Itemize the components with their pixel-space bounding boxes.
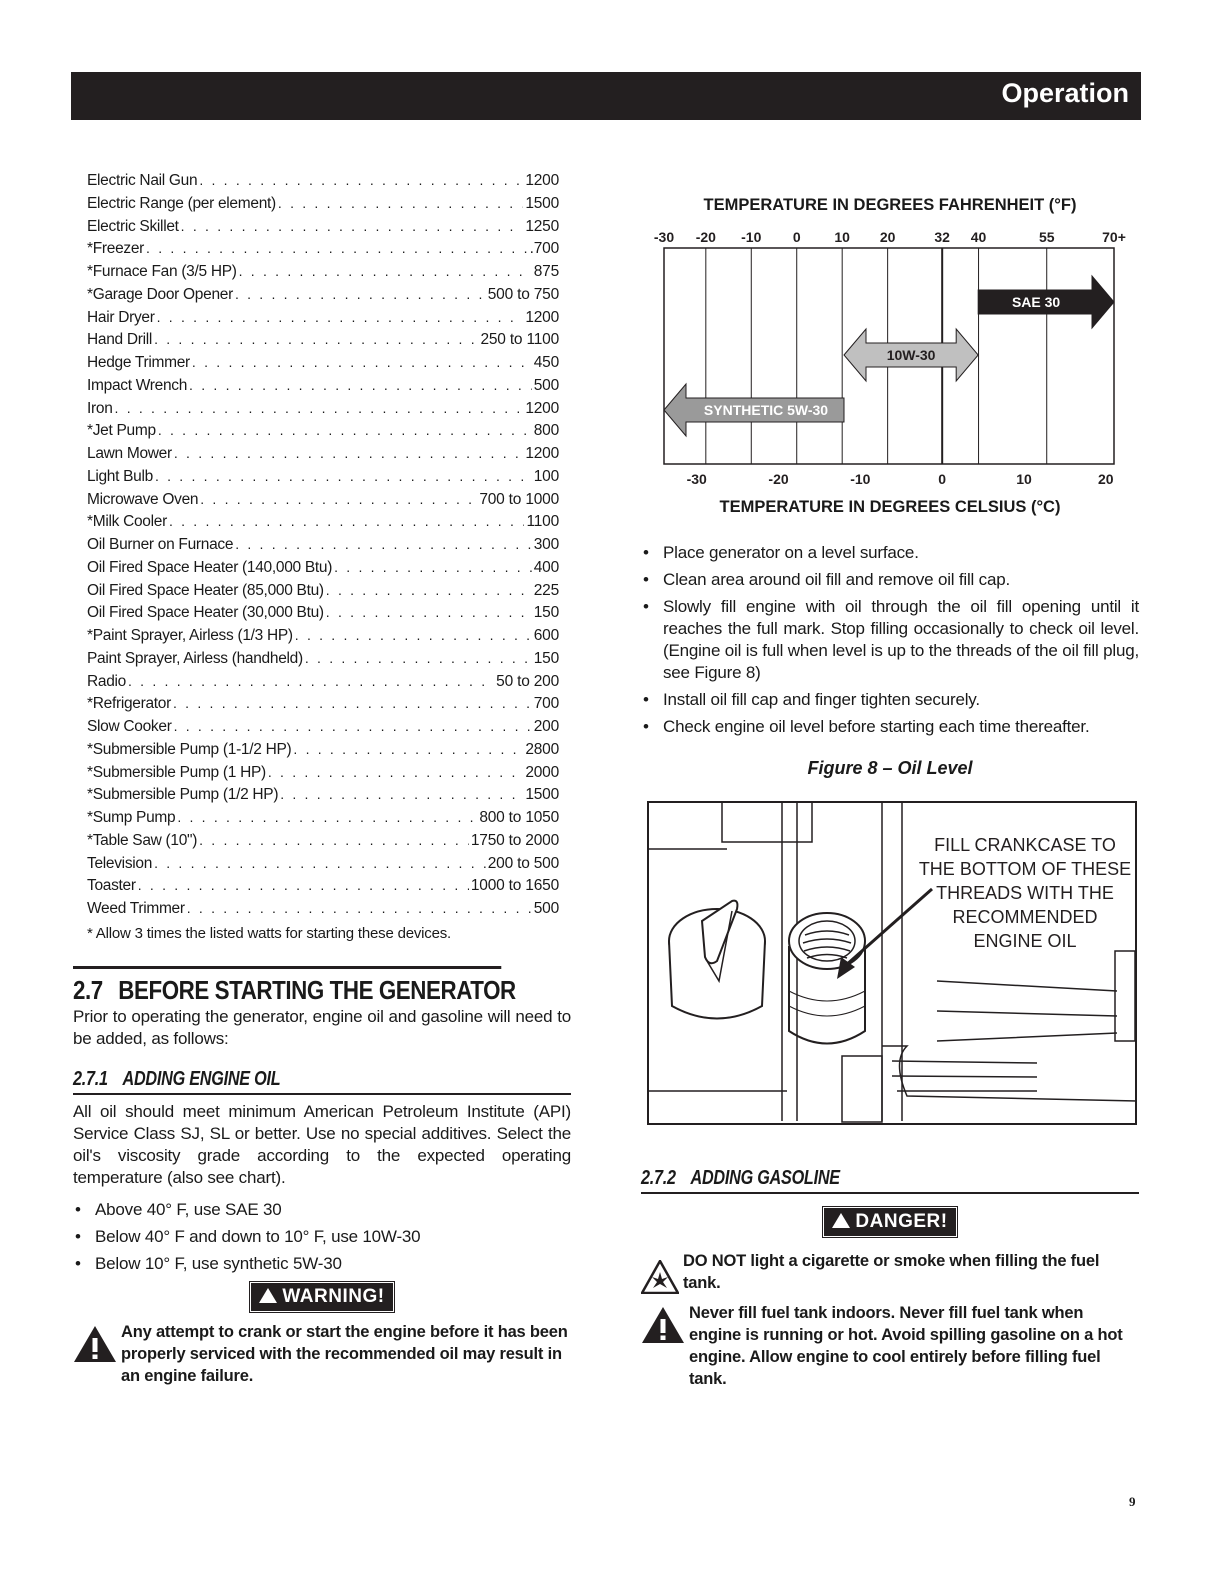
wattage-row (87, 172, 559, 195)
wattage-row (87, 468, 559, 491)
subsection-heading-2-7-1 (73, 1068, 571, 1095)
wattage-row (87, 331, 559, 354)
wattage-footnote: * Allow 3 times the listed watts for starting these devices. (87, 924, 452, 942)
appliance-name: Oil Burner on Furnace (87, 536, 234, 553)
danger-message-indoors (641, 1302, 1139, 1390)
oil-steps-list (641, 542, 1139, 738)
appliance-name: *Jet Pump (87, 422, 156, 440)
fahrenheit-tick-label: 32 (934, 229, 950, 245)
appliance-watts: 200 to 500 (487, 854, 559, 872)
wattage-row (87, 422, 559, 445)
appliance-watts: 400 (533, 558, 559, 576)
list-item: • Clean area around oil fill and remove oil fill cap. (663, 569, 1139, 591)
appliance-watts: 1250 (525, 217, 559, 235)
subsection-number: 2.7.2 (641, 1167, 676, 1189)
appliance-watts: 1200 (525, 445, 559, 462)
section-number: 2.7 (73, 974, 103, 1005)
appliance-name: *Refrigerator (87, 695, 171, 713)
appliance-watts: 1000 to 1650 (470, 877, 559, 895)
appliance-watts: 700 (533, 695, 559, 713)
appliance-watts: 500 (533, 900, 559, 917)
wattage-row (87, 513, 559, 536)
oil-level-figure (647, 801, 1137, 1127)
figure-callout-line: FILL CRANKCASE TO (934, 835, 1116, 855)
wattage-row (87, 673, 559, 696)
appliance-watts: 300 (533, 536, 559, 553)
appliance-watts: 600 (533, 627, 559, 644)
wattage-row (87, 559, 559, 582)
appliance-name: Oil Fired Space Heater (85,000 Btu) (87, 581, 324, 599)
figure-callout-line: ENGINE OIL (973, 931, 1077, 951)
section-heading-2-7 (73, 966, 516, 1006)
dot-leader (146, 240, 528, 256)
dot-leader (174, 445, 523, 461)
wattage-row (87, 309, 559, 332)
dot-leader (158, 422, 532, 438)
wattage-row (87, 582, 559, 605)
header-bar (71, 72, 1141, 120)
range-arrow-label: 10W-30 (886, 347, 936, 363)
danger-triangle-icon (832, 1213, 850, 1228)
list-item: • Check engine oil level before starting each time thereafter. (663, 716, 1139, 738)
celsius-tick-label: 10 (1016, 471, 1032, 487)
appliance-watts: 100 (533, 467, 559, 485)
appliance-name: *Sump Pump (87, 809, 176, 826)
appliance-name: Lawn Mower (87, 445, 172, 462)
wattage-row (87, 650, 559, 673)
wattage-row (87, 491, 559, 514)
wattage-row (87, 240, 559, 263)
appliance-name: *Furnace Fan (3/5 HP) (87, 263, 237, 280)
chart-title: TEMPERATURE IN DEGREES FAHRENHEIT (°F) (703, 196, 1077, 214)
dot-leader (154, 331, 478, 347)
appliance-watts: 50 to 200 (496, 672, 559, 690)
celsius-tick-label: 20 (1098, 471, 1114, 487)
figure-callout-line: THE BOTTOM OF THESE (918, 859, 1132, 879)
oil-spec-paragraph: All oil should meet minimum American Petroleum Institute (API) Service Class SJ, SL or better. Use no special additives. Select the oil's viscosity grade according to the expected operating temperature (also see chart). (73, 1101, 571, 1187)
dot-leader (199, 172, 523, 188)
figure-callout-line: RECOMMENDED (952, 907, 1098, 927)
appliance-watts: 250 to 1100 (480, 331, 559, 349)
appliance-watts: 2000 (525, 763, 559, 781)
list-item: • Below 10° F, use synthetic 5W-30 (95, 1253, 571, 1275)
appliance-name: Hedge Trimmer (87, 354, 190, 371)
subsection-title: ADDING ENGINE OIL (122, 1067, 281, 1090)
wattage-row (87, 263, 559, 286)
wattage-row (87, 627, 559, 650)
list-item: • Install oil fill cap and finger tighten securely. (663, 689, 1139, 711)
appliance-name: Electric Skillet (87, 217, 179, 235)
celsius-tick-label: -10 (850, 471, 871, 487)
viscosity-list (73, 1199, 571, 1275)
danger-message-smoking (641, 1250, 1139, 1294)
appliance-name: Hair Dryer (87, 308, 155, 326)
appliance-watts: 150 (533, 604, 559, 622)
exclamation-triangle-icon (641, 1306, 685, 1344)
appliance-watts: 450 (533, 354, 559, 371)
appliance-watts: 1200 (525, 399, 559, 417)
appliance-watts: 700 to 1000 (479, 490, 559, 508)
list-item: • Slowly fill engine with oil through the oil fill opening until it reaches the full mark. Stop filling occasionally to check oil level. (Engine oil is full when level is up to the threads of the oil fill plug, see Figure 8) (663, 596, 1139, 684)
dot-leader (305, 650, 532, 666)
list-item: • Below 40° F and down to 10° F, use 10W-30 (95, 1226, 571, 1248)
appliance-name: Oil Fired Space Heater (30,000 Btu) (87, 604, 324, 622)
wattage-row (87, 900, 559, 923)
dot-leader (293, 741, 523, 757)
fahrenheit-tick-label: 70+ (1102, 229, 1126, 245)
dot-leader (173, 695, 532, 711)
wattage-row (87, 764, 559, 787)
dot-leader (326, 582, 532, 598)
dot-leader (155, 468, 532, 484)
wattage-row (87, 877, 559, 900)
fahrenheit-tick-label: 10 (834, 229, 850, 245)
danger-badge: DANGER! (824, 1208, 955, 1236)
fahrenheit-tick-label: 55 (1038, 229, 1055, 245)
figure-callout-line: THREADS WITH THE (936, 883, 1114, 903)
viscosity-chart (641, 190, 1139, 528)
dot-leader (169, 513, 525, 529)
appliance-watts: 800 (533, 422, 559, 440)
dot-leader (128, 673, 494, 689)
wattage-row (87, 354, 559, 377)
appliance-name: *Paint Sprayer, Airless (1/3 HP) (87, 627, 293, 644)
warning-badge: WARNING! (251, 1283, 392, 1311)
appliance-name: Oil Fired Space Heater (140,000 Btu) (87, 558, 333, 576)
appliance-name: *Submersible Pump (1/2 HP) (87, 786, 279, 804)
appliance-name: Impact Wrench (87, 376, 188, 394)
wattage-row (87, 741, 559, 764)
appliance-watts: 500 (533, 376, 559, 394)
appliance-watts: 800 to 1050 (479, 809, 559, 826)
appliance-name: *Submersible Pump (1 HP) (87, 763, 266, 781)
dot-leader (235, 536, 532, 552)
appliance-watts: 1100 (526, 513, 559, 531)
appliance-watts: 500 to 750 (487, 285, 559, 303)
wattage-row (87, 377, 559, 400)
dot-leader (115, 400, 524, 416)
dot-leader (154, 855, 486, 871)
celsius-tick-label: -30 (686, 471, 707, 487)
wattage-row (87, 718, 559, 741)
dot-leader (280, 786, 523, 802)
appliance-watts: 200 (533, 718, 559, 735)
dot-leader (199, 832, 469, 848)
appliance-name: Slow Cooker (87, 718, 172, 735)
appliance-name: Microwave Oven (87, 490, 199, 508)
section-title: Operation (1001, 78, 1129, 108)
dot-leader (295, 627, 532, 643)
wattage-row (87, 286, 559, 309)
dot-leader (189, 377, 532, 393)
appliance-name: *Submersible Pump (1-1/2 HP) (87, 740, 292, 758)
appliance-watts: 1500 (525, 786, 559, 804)
wattage-row (87, 695, 559, 718)
wattage-row (87, 400, 559, 423)
section-title-text: BEFORE STARTING THE GENERATOR (118, 974, 516, 1005)
wattage-row (87, 809, 559, 832)
appliance-name: Television (87, 854, 153, 872)
fahrenheit-tick-label: 20 (879, 229, 896, 245)
appliance-watts: 1200 (525, 172, 559, 189)
celsius-tick-label: 0 (938, 471, 947, 487)
subsection-number: 2.7.1 (73, 1067, 108, 1090)
list-item: • Above 40° F, use SAE 30 (95, 1199, 571, 1221)
warning-triangle-icon (259, 1288, 277, 1303)
wattage-row (87, 195, 559, 218)
dot-leader (177, 809, 477, 825)
appliance-name: Weed Trimmer (87, 900, 185, 917)
dot-leader (157, 309, 524, 325)
dot-leader (278, 195, 523, 211)
appliance-name: Electric Nail Gun (87, 172, 198, 189)
appliance-watts: 1500 (525, 194, 559, 212)
appliance-watts: 1200 (525, 308, 559, 326)
wattage-row (87, 832, 559, 855)
appliance-watts: .700 (529, 240, 559, 258)
appliance-watts: 150 (533, 649, 559, 667)
appliance-name: *Garage Door Opener (87, 285, 233, 303)
wattage-row (87, 536, 559, 559)
wattage-row (87, 445, 559, 468)
fahrenheit-tick-label: 40 (970, 229, 987, 245)
dot-leader (235, 286, 486, 302)
dot-leader (268, 764, 523, 780)
range-arrow-label: SYNTHETIC 5W-30 (703, 402, 829, 418)
appliance-name: Toaster (87, 877, 136, 895)
appliance-watts: 225 (533, 581, 559, 599)
wattage-row (87, 855, 559, 878)
appliance-watts: 2800 (525, 740, 559, 758)
appliance-name: Radio (87, 672, 126, 690)
wattage-row (87, 218, 559, 241)
dot-leader (187, 900, 532, 916)
subsection-title: ADDING GASOLINE (690, 1167, 840, 1189)
fahrenheit-tick-label: -10 (741, 229, 762, 245)
explosion-hazard-icon (641, 1260, 679, 1294)
dot-leader (334, 559, 532, 575)
appliance-name: Hand Drill (87, 331, 153, 349)
appliance-watts: 875 (533, 263, 559, 280)
chart-plot (641, 220, 1139, 520)
wattage-list (87, 172, 559, 923)
danger-text-indoors: Never fill fuel tank indoors. Never fill fuel tank when engine is running or hot. Avoid spilling gasoline on a hot engine. Allow engine to cool entirely before filling fuel tank. (689, 1304, 1123, 1388)
figure-caption: Figure 8 – Oil Level (807, 758, 973, 778)
dot-leader (174, 718, 532, 734)
appliance-name: *Freezer (87, 240, 145, 258)
appliance-name: Iron (87, 399, 113, 417)
appliance-name: Light Bulb (87, 467, 153, 485)
fahrenheit-tick-label: -30 (653, 229, 675, 245)
chart-xlabel: TEMPERATURE IN DEGREES CELSIUS (°C) (719, 498, 1061, 516)
appliance-name: Electric Range (per element) (87, 194, 276, 212)
dot-leader (138, 877, 469, 893)
left-column (73, 172, 571, 1387)
appliance-name: *Table Saw (10") (87, 831, 198, 849)
range-arrow-label: SAE 30 (1011, 294, 1061, 310)
exclamation-triangle-icon (73, 1325, 117, 1363)
celsius-tick-label: -20 (768, 471, 789, 487)
dot-leader (326, 604, 532, 620)
fahrenheit-tick-label: -20 (695, 229, 716, 245)
dot-leader (181, 218, 524, 234)
appliance-name: *Milk Cooler (87, 513, 167, 531)
subsection-heading-2-7-2 (641, 1167, 1139, 1194)
dot-leader (200, 491, 477, 507)
danger-text-smoking: DO NOT light a cigarette or smoke when filling the fuel tank. (683, 1252, 1100, 1292)
dot-leader (192, 354, 532, 370)
right-column (641, 190, 1139, 1390)
wattage-row (87, 786, 559, 809)
dot-leader (239, 263, 532, 279)
section-intro: Prior to operating the generator, engine oil and gasoline will need to be added, as follows: (73, 1006, 571, 1048)
warning-message (73, 1321, 571, 1387)
page-number: 9 (1129, 1494, 1136, 1509)
appliance-name: Paint Sprayer, Airless (handheld) (87, 649, 303, 667)
list-item: • Place generator on a level surface. (663, 542, 1139, 564)
appliance-watts: 1750 to 2000 (470, 831, 559, 849)
wattage-row (87, 604, 559, 627)
fahrenheit-tick-label: 0 (792, 229, 801, 245)
warning-text: Any attempt to crank or start the engine before it has been properly serviced with the recommended oil may result in an engine failure. (121, 1322, 568, 1385)
